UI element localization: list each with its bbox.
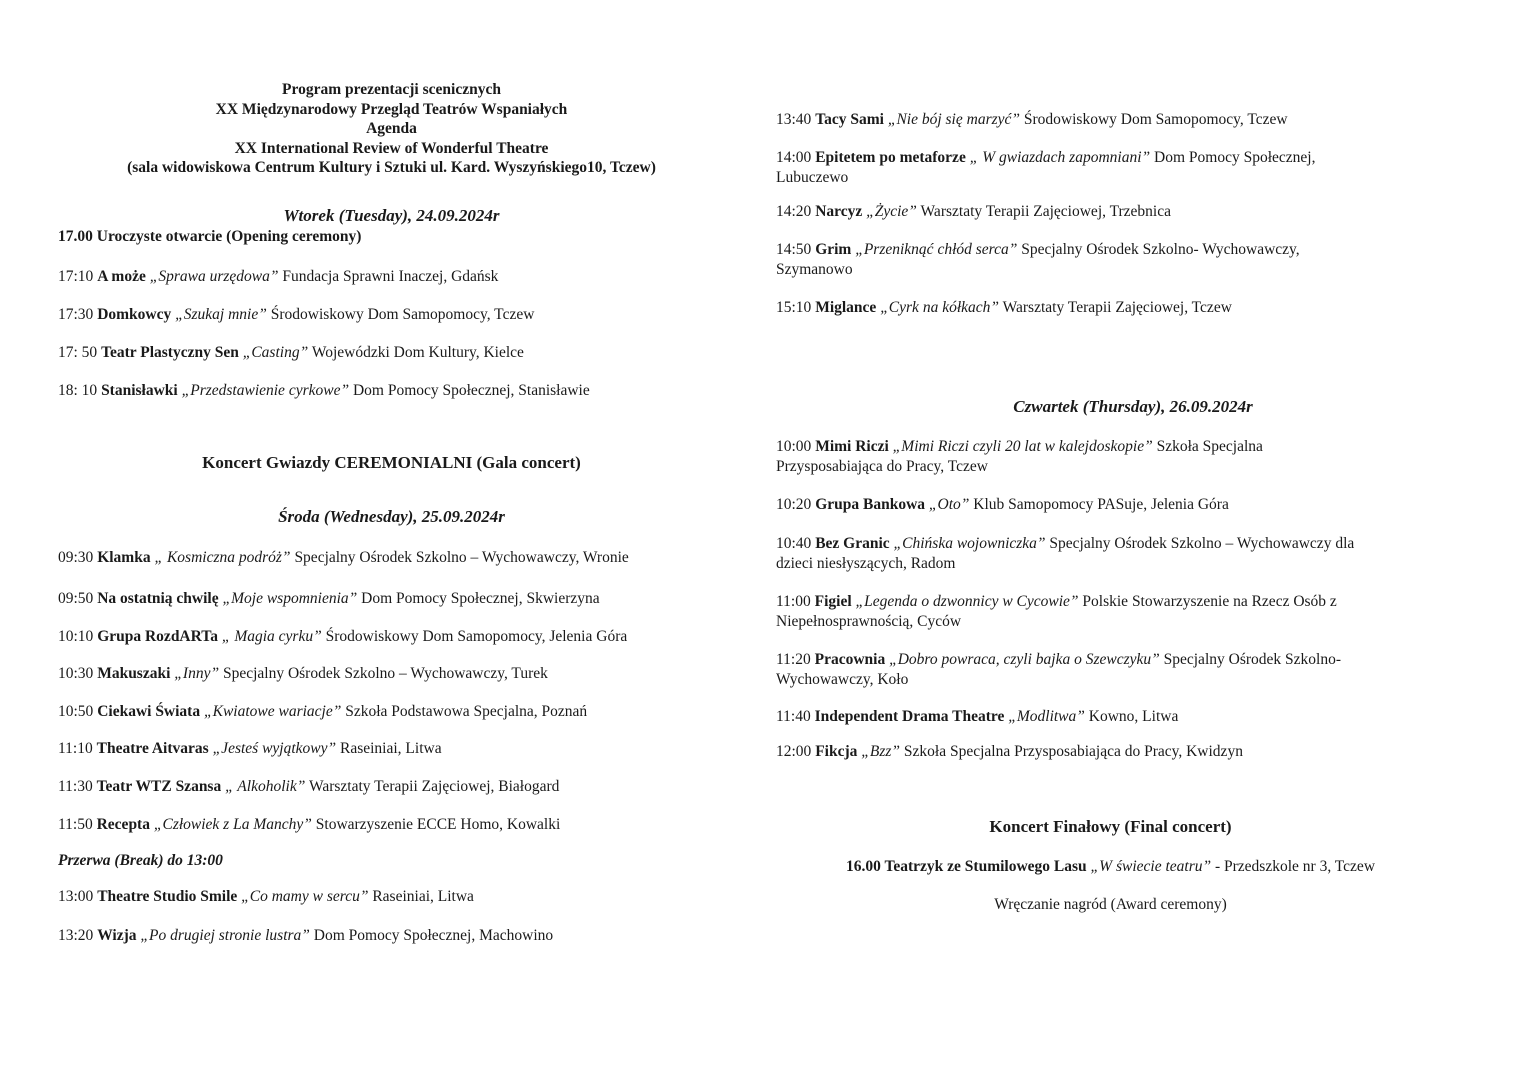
thursday-title: Czwartek (Thursday), 26.09.2024r <box>1013 397 1253 416</box>
entry-group: Bez Granic <box>815 535 890 552</box>
entry-place: Raseiniai, Litwa <box>340 740 442 757</box>
agenda-entry <box>58 548 629 568</box>
entry-place: Środowiskowy Dom Samopomocy, Tczew <box>270 306 535 323</box>
entry-title: „Nie bój się marzyć” <box>887 111 1021 128</box>
entry-title: „Oto” <box>928 496 970 513</box>
agenda-entry <box>776 742 1243 762</box>
gala-concert-title: Koncert Gwiazdy CEREMONIALNI (Gala concert) <box>202 453 581 472</box>
entry-time: 10:00 <box>776 438 816 455</box>
entry-title: „Człowiek z La Manchy” <box>153 816 312 833</box>
entry-time: 10:50 <box>58 703 94 720</box>
entry-place: Specjalny Ośrodek Szkolno – Wychowawczy, Wronie <box>294 549 629 566</box>
entry-place: Dom Pomocy Społecznej, Skwierzyna <box>361 590 600 607</box>
entry-group: Epitetem po metaforze <box>815 149 966 166</box>
wednesday-title: Środa (Wednesday), 25.09.2024r <box>278 507 505 526</box>
entry-title: „Modlitwa” <box>1008 708 1085 725</box>
entry-group: Narcyz <box>815 203 863 220</box>
entry-place: Dom Pomocy Społecznej, <box>1154 149 1316 166</box>
tuesday-title: Wtorek (Tuesday), 24.09.2024r <box>283 206 500 225</box>
entry-time: 11:20 <box>776 651 811 668</box>
entry-title: „Casting” <box>242 344 309 361</box>
entry-title: „ Alkoholik” <box>225 778 306 795</box>
entry-time: 11:50 <box>58 816 93 833</box>
entry-title: „Inny” <box>174 665 220 682</box>
entry-place: Polskie Stowarzyszenie na Rzecz Osób z <box>1082 593 1337 610</box>
entry-place: Specjalny Ośrodek Szkolno – Wychowawczy, Turek <box>222 665 548 682</box>
entry-time: 10:10 <box>58 628 94 645</box>
entry-place: Szkoła Specjalna <box>1156 438 1263 455</box>
break-label: Przerwa (Break) do 13:00 <box>58 852 223 869</box>
entry-time: 17:30 <box>58 306 94 323</box>
entry-time: 13:40 <box>776 111 812 128</box>
entry-time: 13:20 <box>58 927 94 944</box>
entry-place: Fundacja Sprawni Inaczej, Gdańsk <box>282 268 499 285</box>
agenda-entry <box>58 815 560 835</box>
entry-title: „Jesteś wyjątkowy” <box>212 740 337 757</box>
entry-title: „Legenda o dzwonnicy w Cycowie” <box>855 593 1079 610</box>
entry-time: 10:30 <box>58 665 94 682</box>
agenda-entry <box>776 707 1178 727</box>
entry-title: „Cyrk na kółkach” <box>880 299 1000 316</box>
entry-place-continued: Lubuczewo <box>776 168 849 186</box>
agenda-entry <box>776 592 1337 631</box>
entry-group: Domkowcy <box>97 306 172 323</box>
entry-title: „ W gwiazdach zapomniani” <box>969 149 1151 166</box>
entry-time: 11:40 <box>776 708 811 725</box>
final-place: - Przedszkole nr 3, Tczew <box>1214 858 1376 875</box>
entry-place: Środowiskowy Dom Samopomocy, Tczew <box>1023 111 1288 128</box>
final-concert-title: Koncert Finałowy (Final concert) <box>989 817 1232 836</box>
agenda-entry <box>58 739 442 759</box>
entry-group: Teatr WTZ Szansa <box>96 778 222 795</box>
entry-place: Dom Pomocy Społecznej, Stanisławie <box>352 382 590 399</box>
agenda-entry <box>776 202 1171 222</box>
agenda-entry <box>776 534 1354 573</box>
entry-time: 18: 10 <box>58 382 98 399</box>
entry-group: Na ostatnią chwilę <box>97 590 219 607</box>
agenda-entry <box>776 148 1315 187</box>
agenda-entry <box>58 887 474 907</box>
entry-group: Recepta <box>96 816 150 833</box>
header-line-4: XX International Review of Wonderful Theatre <box>234 139 549 157</box>
agenda-entry <box>58 702 587 722</box>
entry-time: 09:30 <box>58 549 94 566</box>
entry-time: 13:00 <box>58 888 94 905</box>
entry-group: A może <box>97 268 146 285</box>
entry-place: Warsztaty Terapii Zajęciowej, Białogard <box>308 778 560 795</box>
entry-title: „Moje wspomnienia” <box>222 590 358 607</box>
entry-group: Figiel <box>814 593 852 610</box>
entry-time: 10:40 <box>776 535 812 552</box>
entry-group: Ciekawi Świata <box>97 703 201 720</box>
agenda-entry <box>58 589 600 609</box>
agenda-entry <box>776 437 1263 476</box>
entry-group: Independent Drama Theatre <box>814 708 1005 725</box>
entry-group: Klamka <box>97 549 151 566</box>
agenda-entry <box>58 926 553 946</box>
entry-time: 09:50 <box>58 590 94 607</box>
agenda-entry <box>58 267 498 287</box>
agenda-entry <box>776 298 1232 318</box>
agenda-entry <box>776 240 1300 279</box>
entry-place-continued: Niepełnosprawnością, Cyców <box>776 612 962 630</box>
opening-ceremony: 17.00 Uroczyste otwarcie (Opening ceremony) <box>58 228 362 245</box>
entry-place-continued: Szymanowo <box>776 260 853 278</box>
entry-time: 14:50 <box>776 241 812 258</box>
agenda-entry <box>58 381 590 401</box>
entry-place: Specjalny Ośrodek Szkolno – Wychowawczy dla <box>1049 535 1355 552</box>
entry-place: Środowiskowy Dom Samopomocy, Jelenia Góra <box>325 628 628 645</box>
agenda-entry <box>776 650 1341 689</box>
header-line-5: (sala widowiskowa Centrum Kultury i Sztuki ul. Kard. Wyszyńskiego10, Tczew) <box>127 159 656 176</box>
entry-time: 10:20 <box>776 496 812 513</box>
entry-group: Theatre Studio Smile <box>97 888 238 905</box>
entry-time: 17:10 <box>58 268 94 285</box>
entry-place: Specjalny Ośrodek Szkolno- Wychowawczy, <box>1021 241 1300 258</box>
agenda-entry <box>58 777 559 797</box>
entry-time: 12:00 <box>776 743 812 760</box>
entry-group: Grupa RozdARTa <box>97 628 218 645</box>
entry-place: Stowarzyszenie ECCE Homo, Kowalki <box>315 816 561 833</box>
entry-place-continued: Wychowawczy, Koło <box>776 670 909 688</box>
header-line-2: XX Międzynarodowy Przegląd Teatrów Wspaniałych <box>215 100 568 118</box>
entry-title: „Sprawa urzędowa” <box>149 268 279 285</box>
entry-group: Mimi Riczi <box>815 438 889 455</box>
entry-title: „Mimi Riczi czyli 20 lat w kalejdoskopie” <box>892 438 1153 455</box>
agenda-entry <box>776 110 1288 130</box>
agenda-entry <box>58 343 524 363</box>
entry-time: 17: 50 <box>58 344 98 361</box>
entry-time: 11:00 <box>776 593 811 610</box>
entry-group: Pracownia <box>814 651 886 668</box>
agenda-entry <box>776 495 1229 515</box>
entry-group: Stanisławki <box>101 382 178 399</box>
entry-time: 14:20 <box>776 203 812 220</box>
entry-group: Fikcja <box>815 743 858 760</box>
entry-place: Szkoła Specjalna Przysposabiająca do Pracy, Kwidzyn <box>903 743 1243 760</box>
entry-group: Grupa Bankowa <box>815 496 926 513</box>
entry-place: Klub Samopomocy PASuje, Jelenia Góra <box>973 496 1229 513</box>
entry-time: 11:30 <box>58 778 93 795</box>
entry-place: Warsztaty Terapii Zajęciowej, Trzebnica <box>920 203 1171 220</box>
entry-place: Dom Pomocy Społecznej, Machowino <box>313 927 554 944</box>
header-line-3: Agenda <box>366 120 417 137</box>
entry-place: Szkoła Podstawowa Specjalna, Poznań <box>345 703 588 720</box>
final-concert-entry <box>763 858 1458 876</box>
entry-place-continued: dzieci niesłyszących, Radom <box>776 554 956 572</box>
entry-group: Theatre Aitvaras <box>96 740 209 757</box>
entry-place: Raseiniai, Litwa <box>372 888 474 905</box>
entry-title: „Po drugiej stronie lustra” <box>140 927 310 944</box>
entry-group: Grim <box>815 241 852 258</box>
entry-title: „ Kosmiczna podróż” <box>154 549 291 566</box>
agenda-entry <box>58 305 534 325</box>
header-line-1: Program prezentacji scenicznych <box>282 81 501 98</box>
entry-place: Warsztaty Terapii Zajęciowej, Tczew <box>1002 299 1232 316</box>
entry-title: „Chińska wojowniczka” <box>893 535 1046 552</box>
final-play-title: „W świecie teatru” <box>1090 858 1212 875</box>
entry-group: Wizja <box>97 927 137 944</box>
entry-title: „Szukaj mnie” <box>175 306 267 323</box>
entry-place: Kowno, Litwa <box>1088 708 1179 725</box>
entry-title: „Życie” <box>866 203 917 220</box>
final-time-group: 16.00 Teatrzyk ze Stumilowego Lasu <box>845 858 1087 875</box>
entry-time: 14:00 <box>776 149 812 166</box>
entry-title: „ Magia cyrku” <box>221 628 322 645</box>
agenda-entry <box>58 627 627 647</box>
entry-group: Miglance <box>815 299 877 316</box>
entry-title: „Przeniknąć chłód serca” <box>855 241 1018 258</box>
entry-title: „Co mamy w sercu” <box>241 888 369 905</box>
award-ceremony: Wręczanie nagród (Award ceremony) <box>994 896 1227 913</box>
agenda-entry <box>58 664 548 684</box>
entry-title: „Bzz” <box>861 743 901 760</box>
entry-place: Specjalny Ośrodek Szkolno- <box>1163 651 1341 668</box>
entry-title: „Przedstawienie cyrkowe” <box>181 382 350 399</box>
entry-time: 15:10 <box>776 299 812 316</box>
entry-place-continued: Przysposabiająca do Pracy, Tczew <box>776 457 988 475</box>
program-header <box>0 80 783 178</box>
entry-title: „Dobro powraca, czyli bajka o Szewczyku” <box>889 651 1160 668</box>
entry-group: Teatr Plastyczny Sen <box>101 344 239 361</box>
entry-group: Tacy Sami <box>815 111 884 128</box>
entry-place: Wojewódzki Dom Kultury, Kielce <box>311 344 524 361</box>
entry-title: „Kwiatowe wariacje” <box>203 703 342 720</box>
entry-time: 11:10 <box>58 740 93 757</box>
entry-group: Makuszaki <box>97 665 171 682</box>
